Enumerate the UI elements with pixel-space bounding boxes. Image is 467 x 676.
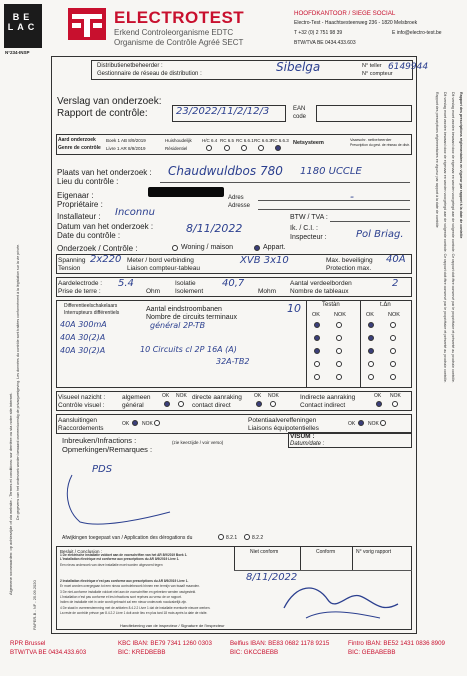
radio-house[interactable] (172, 245, 178, 251)
delta-nok-row2[interactable] (390, 335, 396, 341)
infractions-label: Inbreuken/Infractions : (62, 436, 137, 445)
conclusion-line-7: L'installation n'est pas conforme et les infractions sont reprises au verso de ce rapport. (60, 595, 182, 599)
form-code: PAPER-B - NF - 25.09.2020 (32, 580, 37, 630)
installer-label-nl: Installateur : (57, 212, 101, 221)
earth-value: 5.4 (118, 278, 134, 289)
test-ok-row5[interactable] (314, 374, 320, 380)
test-nok-row2[interactable] (336, 335, 342, 341)
footer-kbc-iban: KBC IBAN: BE79 7341 1260 0303 (118, 640, 212, 647)
radio-rc661[interactable] (241, 145, 247, 151)
ci-label: Ik. / C.I. : (290, 225, 319, 232)
test-nok-row1[interactable] (336, 322, 342, 328)
earth-label-nl: Aardelectrode : (58, 280, 103, 287)
conclusion-line-5: Er moet worden overgegaan tot een nieuw controlebezoek binnen een termijn van twaalf maanden. (60, 584, 200, 588)
meter-board-label-fr: Liaison compteur-tableau (127, 265, 200, 272)
infractions-note: (zie keerzijde / voir verso) (172, 440, 224, 445)
option-hc64: H/C 6.4 (202, 138, 218, 143)
conclusion-line-10: La reste de contrôle prévue par 8.4.2.2 Livre 1 doit avoir lieu en plus tard 18 mois après la date de visite. (60, 611, 208, 615)
belac-logo (4, 4, 42, 56)
conclusion-row-line (234, 570, 412, 571)
circuits-column-divider (306, 300, 307, 388)
remarks-scribble (60, 470, 180, 530)
conclusion-title: Besluit / Conclusion : (60, 549, 103, 554)
test-ok-header: OK (312, 312, 320, 318)
circuit-row-1: général 2P-TB (150, 321, 206, 330)
side-text-right-keep: Dit verslag moet worden bewaard door de eigenaar en worden voorgelegd aan de volgende controle. Ce rapport doit être conservé par le propriétaire et présenté au prochain contrôle. (451, 92, 455, 383)
grid-manager-label-fr: Gestionnaire de réseau de distribution : (97, 71, 202, 77)
side-text-left-terms: Algemene voorwaarden: op achterzijde of via website - Termes et conditions: sur derrière ou via notre site internet. (8, 392, 13, 595)
owner-label-nl: Eigenaar : (57, 191, 94, 200)
delta-ok-row4[interactable] (368, 361, 374, 367)
option-rc662: RC 6.6.2 (254, 138, 272, 143)
general-nok-radio[interactable] (178, 401, 184, 407)
delta-ok-header: OK (366, 312, 374, 318)
footer-kbc-bic: BIC: KREDBEBB (118, 649, 166, 656)
belac-logo-letters: BE LAC (7, 12, 39, 32)
general-nok-label: NOK (176, 393, 187, 399)
report-title-nl: Verslag van onderzoek: (57, 96, 162, 107)
test-ok-row3[interactable] (314, 348, 320, 354)
test-nok-row3[interactable] (336, 348, 342, 354)
owner-address-dash: - (350, 190, 354, 203)
delta-nok-row5[interactable] (390, 374, 396, 380)
footer-fintro-bic: BIC: GEBABEBB (348, 649, 396, 656)
conclusion-line-2: L'installation électrique est conforme aux prescriptions du AR 8/9/2019 Livre 1. (60, 557, 180, 561)
connections-label-fr: Raccordements (58, 425, 104, 432)
meter-board-label-nl: Meter / bord verbinding (127, 257, 194, 264)
col-conform: Conform (316, 549, 336, 555)
circuit-count-value: 10 (287, 302, 301, 315)
report-title-fr: Rapport de contrôle: (57, 108, 148, 119)
option-rc65: RC 6.5 (220, 138, 235, 143)
voltage-label-nl: Spanning (58, 257, 86, 264)
test-label: Testàn (322, 302, 340, 308)
option-rc661: RC 6.6.1 (236, 138, 254, 143)
footer-vat: BTW/TVA BE 0434.433.603 (10, 649, 87, 656)
control-type-label-nl: Aard onderzoek (58, 137, 96, 143)
delta-label: t.Δn (380, 302, 391, 308)
test-nok-row4[interactable] (336, 361, 342, 367)
owner-underline (258, 200, 410, 201)
boards-label-fr: Nombre de tableaux (290, 288, 349, 295)
book-label-fr: Livre 1 AR 8/9/2019 (106, 146, 146, 151)
hq-vat: BTW/TVA BE 0434.433.603 (294, 40, 356, 46)
diff-label-fr: Interrupteurs différentiels (64, 310, 120, 316)
circuit-count-label-nl: Aantal eindstroombanen (146, 306, 222, 313)
remarks-value: PDS (92, 464, 113, 475)
radio-apartment-selected[interactable] (254, 245, 260, 251)
place-label-fr: Lieu du contrôle : (57, 177, 119, 186)
remarks-label: Opmerkingen/Remarques : (62, 445, 153, 454)
owner-address-label-fr: Adresse (228, 203, 251, 209)
general-label-fr: général (122, 402, 144, 409)
control-type-label-fr: Genre de contrôle (58, 145, 101, 151)
test-ok-row1[interactable] (314, 322, 320, 328)
isolation-unit: Mohm (258, 288, 277, 295)
owner-address-label-nl: Adres (228, 195, 244, 201)
meter-value: 6149944 (388, 62, 429, 72)
diff-label-nl: Differentieelschakelaars (64, 303, 118, 309)
delta-nok-header: NOK (388, 312, 400, 318)
meter-label-nl: N° teller (362, 63, 382, 69)
conclusion-line-4: 2 Installation électrique n'est pas conforme aux prescriptions du AR 8/9/2019 Livre 1. (60, 579, 189, 583)
delta-ok-row5[interactable] (368, 374, 374, 380)
date-label-fr: Date du contrôle : (57, 231, 121, 240)
grid-manager-value: Sibelga (276, 60, 321, 74)
conclusion-grid-divider (234, 546, 235, 570)
inspector-value: Pol Briag. (356, 229, 404, 240)
hq-title: HOOFDKANTOOR / SIEGE SOCIAL (294, 10, 396, 17)
equipotential-nok-radio[interactable] (380, 420, 386, 426)
conclusion-line-6: 3 De niet-conforme installatie voldoet niet aan de voorschriften en gebreken werden vastgesteld. (60, 590, 197, 594)
test-nok-row5[interactable] (336, 374, 342, 380)
inspector-signature (276, 578, 406, 624)
vat-underline (330, 221, 410, 222)
isolation-label-nl: Isolatie (175, 280, 196, 287)
max-protection-label-nl: Max. beveiliging (326, 257, 373, 264)
hq-phone: T +32 (0) 2 751 98 39 (294, 30, 343, 36)
direct-contact-label-nl: directe aanraking (192, 394, 242, 401)
deviation-822-radio[interactable] (244, 534, 250, 540)
apartment-label: Appart. (263, 244, 286, 251)
signature-footnote: Handtekening van de inspecteur / Signature de l'inspecteur (120, 623, 225, 628)
meter-board-value: XVB 3x10 (240, 255, 289, 266)
ean-label: EAN (293, 106, 306, 112)
residential-label-fr: Résidentiel (165, 146, 188, 151)
place-label-nl: Plaats van het onderzoek : (57, 168, 152, 177)
grid-prescription-fr: Prescription du gest. de réseau de distr. (350, 143, 410, 147)
place-underline (160, 182, 410, 183)
equipotential-nok-label: NOK (368, 421, 379, 427)
indirect-nok-radio[interactable] (392, 401, 398, 407)
brand-subtitle-fr: Organisme de Contrôle Agréé SECT (114, 38, 244, 47)
owner-redacted-bar (148, 187, 224, 197)
date-value: 8/11/2022 (186, 222, 243, 235)
hq-address: Electro-Test - Haachtsesteenweg 236 - 1820 Melsbroek (294, 20, 418, 26)
owner-label-fr: Propriétaire : (57, 200, 103, 209)
diff-row-1: 40A 300mA (60, 320, 107, 329)
circuit-row-4: 32A-TB2 (216, 357, 250, 366)
max-protection-label-fr: Protection max. (326, 265, 372, 272)
delta-nok-row1[interactable] (390, 322, 396, 328)
visual-label-nl: Visueel nazicht : (58, 394, 106, 401)
boards-label-nl: Aantal verdeelborden (290, 280, 352, 287)
isolation-label-fr: Isolement (175, 288, 204, 295)
indirect-nok-label: NOK (390, 393, 401, 399)
test-ok-row4[interactable] (314, 361, 320, 367)
general-ok-label: OK (162, 393, 170, 399)
equipotential-ok-label: OK (348, 421, 356, 427)
inspector-label: Inspecteur : (290, 234, 327, 241)
side-text-left-privacy: De gegevens van het onderzoek worden bewaard overeenkomstig de privacywetgeving. Les données du contrôle sont traitées conformément à la législation sur la vie privée. (16, 243, 20, 520)
conclusion-line-1: 1 De elektrische installatie voldoet aan de voorschriften van het AR 8/9/2019 Boek 1. (60, 553, 188, 557)
conclusion-grid-divider-2 (300, 546, 301, 570)
conclusion-line-9: 4 De staat in overeenstemming met de artikelen 8.4.2.2 Livre 1 dat de installatie eventuele nieuwe werken. (60, 606, 211, 610)
direct-ok-label: OK (254, 393, 262, 399)
equipotential-label-fr: Liaisons équipotentielles (248, 425, 319, 432)
isolation-value: 40,7 (222, 278, 245, 289)
general-label-nl: algemeen (122, 394, 151, 401)
hq-email: E info@electro-test.be (392, 30, 442, 36)
footer-fintro-iban: Fintro IBAN: BE52 1431 0836 8909 (348, 640, 446, 647)
connections-label-nl: Aansluitingen (58, 417, 98, 424)
footer-belfius-bic: BIC: GKCCBEBB (230, 649, 279, 656)
radio-rc65[interactable] (224, 145, 230, 151)
deviation-label: Afwijkingen toegepast van / Application des dérogations du (62, 535, 193, 541)
diff-row-3: 40A 30(2)A (60, 346, 106, 355)
equipotential-label-nl: Potentiaalvereffeningen (248, 417, 317, 424)
indirect-contact-label-nl: Indirecte aanraking (300, 394, 356, 401)
delta-ok-row3[interactable] (368, 348, 374, 354)
visum-label: VISUM : (290, 433, 315, 440)
direct-nok-radio[interactable] (270, 401, 276, 407)
circuits-column-divider-2 (360, 300, 361, 388)
belac-code: N°234-INSP (5, 50, 30, 55)
meter-label-fr: N° compteur (362, 71, 393, 77)
connections-ok-label: OK (122, 421, 130, 427)
delta-ok-row1[interactable] (368, 322, 374, 328)
owner-underline-2 (258, 209, 410, 210)
direct-ok-radio[interactable] (256, 401, 262, 407)
electrotest-logo-icon (68, 8, 106, 40)
date-label-nl: Datum van het onderzoek : (57, 222, 154, 231)
connections-nok-label: NOK (142, 421, 153, 427)
footer-city: RPR Brussel (10, 640, 46, 647)
deviation-822-label: 8.2.2 (252, 535, 264, 541)
ean-code-label: code (293, 114, 307, 120)
voltage-label-fr: Tension (58, 265, 81, 272)
footer-belfius-iban: Belfius IBAN: BE83 0682 1178 9215 (230, 640, 330, 647)
boards-value: 2 (392, 278, 399, 289)
direct-nok-label: NOK (268, 393, 279, 399)
building-label: Onderzoek / Contrôle : (57, 244, 138, 253)
radio-hc64[interactable] (206, 145, 212, 151)
conclusion-line-8: Indien de installatie niet in orde wordt gebracht zal een nieuw onderzoek noodzakelijk zijn. (60, 600, 188, 604)
test-ok-row2[interactable] (314, 335, 320, 341)
general-ok-radio[interactable] (164, 401, 170, 407)
place-city: 1180 UCCLE (300, 166, 362, 177)
visum-date-label: Datum/date : (290, 441, 325, 447)
indirect-contact-label-fr: Contact indirect (300, 402, 346, 409)
equipotential-ok-radio[interactable] (358, 420, 364, 426)
brand-name: ELECTROTEST (114, 8, 245, 27)
earth-unit: Ohm (146, 288, 161, 295)
connections-nok-radio[interactable] (154, 420, 160, 426)
circuit-row-3: 10 Circuits cl 2P 16A (A) (140, 345, 237, 354)
max-protection-value: 40A (386, 254, 406, 265)
side-text-right-extra: Dit verslag moet worden bewaard door de eigenaar en worden voorgelegd aan de volgende controle. Ce rapport doit être conservé par le propriétaire et présenté au prochain contrôle. (443, 92, 447, 383)
visual-label-fr: Contrôle visuel : (58, 402, 105, 409)
test-nok-header: NOK (334, 312, 346, 318)
installer-value: Inconnu (115, 207, 155, 218)
house-label: Woning / maison (181, 244, 234, 251)
place-street: Chaudwuldbos 780 (168, 164, 283, 178)
conclusion-line-3: Een nieuw onderzoek van deze installatie moet worden uitgevoerd tegen (60, 563, 163, 567)
option-rc663: RC 6.6.3 (271, 138, 289, 143)
conclusion-grid-divider-3 (352, 546, 353, 570)
ean-box (316, 105, 412, 122)
col-nonconform: Niet conform (250, 549, 279, 555)
deviation-821-radio[interactable] (218, 534, 224, 540)
brand-subtitle-nl: Erkend Controleorganisme EDTC (114, 28, 234, 37)
connections-ok-radio[interactable] (132, 420, 138, 426)
residential-label-nl: Huishoudelijk (165, 138, 192, 143)
radio-rc663-selected[interactable] (275, 145, 281, 151)
book-label-nl: Boek 1 AB 8/9/2019 (106, 138, 146, 143)
vat-label: BTW / TVA : (290, 214, 328, 221)
deviation-821-label: 8.2.1 (226, 535, 238, 541)
report-number: 23/2022/11/2/12/3 (176, 106, 270, 117)
delta-nok-row4[interactable] (390, 361, 396, 367)
side-text-right-prescriptions: Rapport des prescriptions réglementaires en vigueur par rapport à la date de contrôle (459, 92, 463, 239)
grid-manager-label-nl: Distributienetbeheerder : (97, 63, 163, 69)
delta-ok-row2[interactable] (368, 335, 374, 341)
col-previous-report: N° vorig rapport (356, 549, 392, 555)
signature-date: 8/11/2022 (246, 572, 298, 583)
circuit-count-label-fr: Nombre de circuits terminaux (146, 314, 238, 321)
direct-contact-label-fr: contact direct (192, 402, 231, 409)
net-system-label: Netsysteem (293, 140, 324, 146)
side-text-right-extra-2: Rapport des prescriptions réglementaires en vigueur par rapport à la date de contrôle (435, 92, 439, 228)
delta-nok-row3[interactable] (390, 348, 396, 354)
radio-rc662[interactable] (258, 145, 264, 151)
indirect-ok-radio[interactable] (376, 401, 382, 407)
diff-row-2: 40A 30(2)A (60, 333, 106, 342)
earth-label-fr: Prise de terre : (58, 288, 101, 295)
indirect-ok-label: OK (374, 393, 382, 399)
grid-prescription-nl: Vaarschr. netbeheerder (350, 137, 392, 142)
voltage-value: 2x220 (90, 254, 122, 265)
